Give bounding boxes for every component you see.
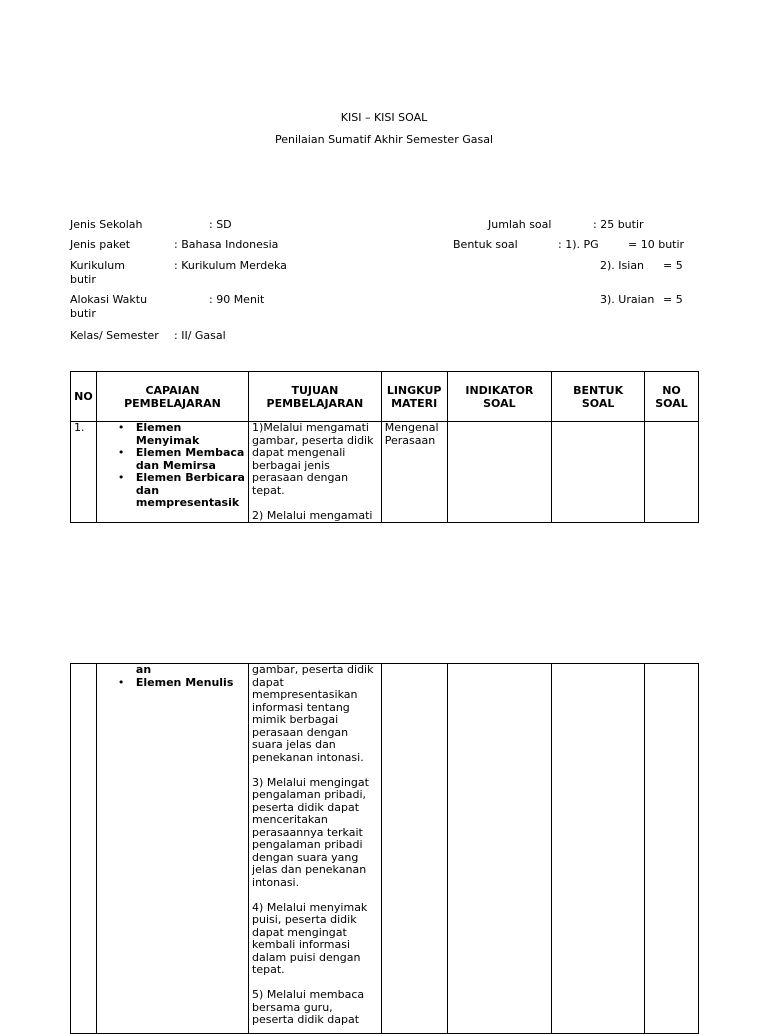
tujuan-paragraph: gambar, peserta didik dapat mempresentasikan informasi tentang mimik berbagai perasaan dengan suara jelas dan penekanan intonasi. [252,663,374,764]
jumlah-soal-label: Jumlah soal [488,218,552,231]
header-bentuk: BENTUK SOAL [552,372,645,422]
bentuk-soal-label: Bentuk soal [453,238,518,251]
alokasi-value: : 90 Menit [209,293,265,306]
uraian-label: 3). Uraian [600,293,655,306]
row-number [71,664,97,1034]
tujuan-paragraph: 2) Melalui mengamati [252,508,373,522]
alokasi-label: Alokasi Waktu [70,293,148,306]
table-header-row [71,372,699,422]
indikator-cell [447,664,552,1034]
header-tujuan: TUJUAN PEMBELAJARAN [249,372,382,422]
nosoal-cell [645,422,699,523]
jenis-paket-value: : Bahasa Indonesia [174,238,279,251]
capaian-cell [96,422,248,523]
tujuan-paragraph: 5) Melalui membaca bersama guru, peserta didik dapat [252,988,365,1026]
header-lingkup: LINGKUP MATERI [381,372,447,422]
kurikulum-label: Kurikulum [70,259,125,272]
bentuk-cell [552,664,645,1034]
document-subtitle: Penilaian Sumatif Akhir Semester Gasal [274,133,494,146]
header-indikator: INDIKATOR SOAL [447,372,552,422]
jenis-sekolah-label: Jenis Sekolah [70,218,143,231]
row-number: 1. [71,422,97,523]
capaian-item: • Elemen Berbicara dan mempresentasik [136,472,245,510]
jenis-paket-label: Jenis paket [70,238,131,251]
lingkup-cell [381,664,447,1034]
table-row [71,664,699,1034]
uraian-qty: = 5 [663,293,683,306]
nosoal-cell [645,664,699,1034]
capaian-item: • Elemen Menyimak [136,422,245,447]
isian-qty: = 5 [663,259,683,272]
indikator-cell [447,422,552,523]
tujuan-paragraph: 1)Melalui mengamati gambar, peserta didik dapat mengenali berbagai jenis perasaan dengan tepat. [252,421,374,497]
capaian-cell [96,664,248,1034]
uraian-wrap-text: butir [70,307,96,320]
header-no: NO [71,372,97,422]
bentuk-soal-pg-qty: = 10 butir [628,238,685,251]
isian-wrap-text: butir [70,273,96,286]
jenis-sekolah-value: : SD [209,218,232,231]
kurikulum-value: : Kurikulum Merdeka [174,259,287,272]
capaian-continuation: an [135,663,152,676]
bentuk-cell [552,422,645,523]
kisi-table [70,371,699,523]
capaian-item: • Elemen Menulis [136,677,245,690]
header-nosoal: NO SOAL [645,372,699,422]
kisi-table-continued [70,663,699,1034]
tujuan-cell [249,664,382,1034]
kelas-label: Kelas/ Semester [70,329,159,342]
isian-label: 2). Isian [600,259,645,272]
capaian-item: • Elemen Membaca dan Memirsa [136,447,245,472]
tujuan-paragraph: 4) Melalui menyimak puisi, peserta didik dapat mengingat kembali informasi dalam puisi dengan tepat. [252,900,368,976]
document-title: KISI – KISI SOAL [340,111,428,124]
table-row [71,422,699,523]
header-capaian: CAPAIAN PEMBELAJARAN [96,372,248,422]
lingkup-cell: Mengenal Perasaan [381,422,447,523]
tujuan-cell [249,422,382,523]
jumlah-soal-value: : 25 butir [593,218,644,231]
tujuan-paragraph: 3) Melalui mengingat pengalaman pribadi, peserta didik dapat menceritakan perasaannya terkait pengalaman pribadi dengan suara yang jelas dan penekanan intonasi. [252,775,369,889]
kelas-value: : II/ Gasal [174,329,226,342]
bentuk-soal-pg: : 1). PG [558,238,599,251]
